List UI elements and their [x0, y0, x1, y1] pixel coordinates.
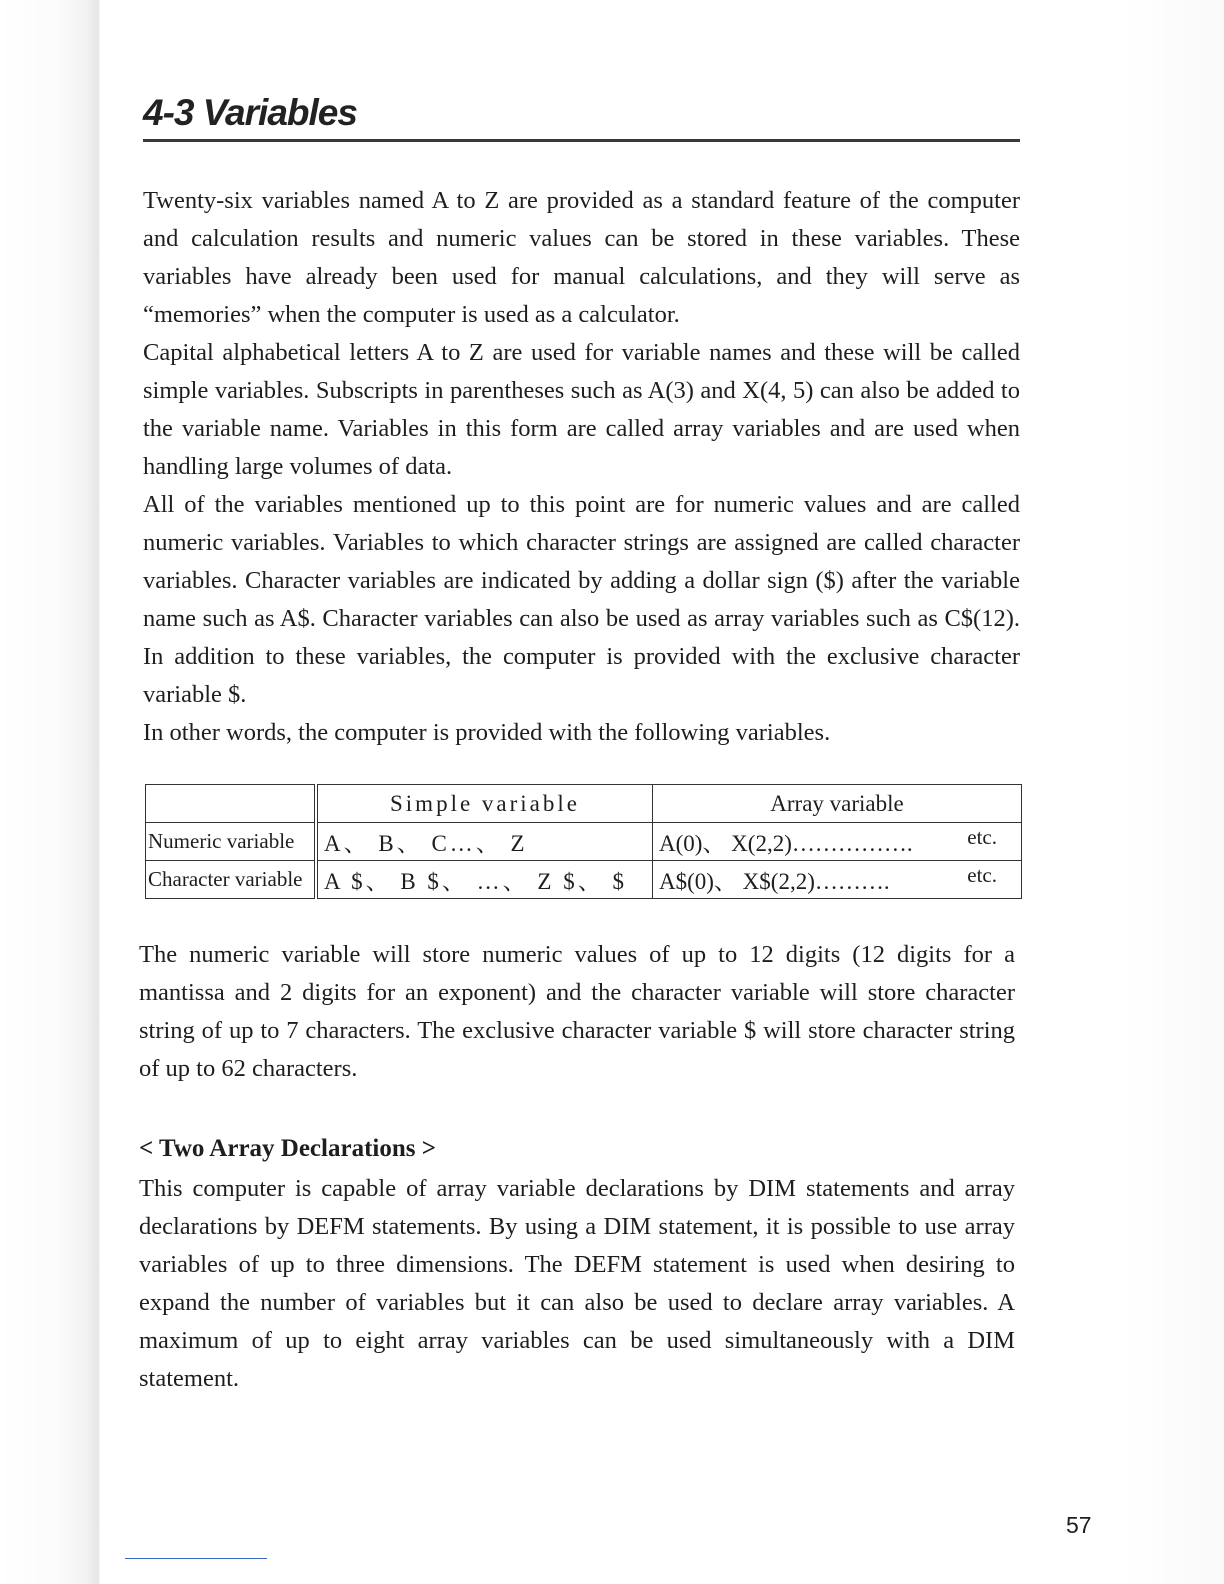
cell-numeric-array	[653, 823, 1022, 861]
paragraph-simple-array-variables: Capital alphabetical letters A to Z are used for variable names and these will be called simple variables. Subscripts in parentheses such as A(3) and X(4, 5) can also be added to the variable name. Variables in this form are called array variables and are used when handling large volumes of data.	[143, 339, 1020, 480]
subheading-array-declarations: < Two Array Declarations >	[139, 1135, 436, 1162]
heading-rule	[143, 139, 1020, 142]
table-row	[146, 823, 1022, 861]
cell-character-simple: A $、 B $、 …、 Z $、 $	[316, 861, 653, 899]
table-header-array: Array variable	[653, 785, 1022, 823]
paragraph-variables-intro: In other words, the computer is provided with the following variables.	[143, 719, 831, 746]
variables-table	[145, 784, 1022, 899]
page-number: 57	[1066, 1512, 1092, 1538]
cell-numeric-simple: A、 B、 C…、 Z	[316, 823, 653, 861]
table-header-row	[146, 785, 1022, 823]
cell-numeric-array-text: A(0)、 X(2,2)…………….	[659, 831, 913, 856]
cell-character-array	[653, 861, 1022, 899]
section-heading: 4-3 Variables	[143, 92, 357, 133]
paragraph-standard-variables: Twenty-six variables named A to Z are provided as a standard feature of the computer and calculation results and numeric values can be stored in these variables. These variables have already been used for manual calculations, and they will serve as “memories” when the computer is used as a calculator.	[143, 187, 1020, 328]
paragraph-storage-limits: The numeric variable will store numeric values of up to 12 digits (12 digits for a mantissa and 2 digits for an exponent) and the character variable will store character string of up to 7 characters. The exclusive character variable $ will store character string of up to 62 characters.	[139, 941, 1015, 1082]
table-header-simple: Simple variable	[316, 785, 653, 823]
cell-character-array-text: A$(0)、 X$(2,2)……….	[659, 869, 890, 894]
page-edge-shadow	[1124, 0, 1224, 1584]
binding-shadow	[0, 0, 100, 1584]
table-header-cell-empty	[146, 785, 317, 823]
cell-numeric-etc: etc.	[967, 825, 997, 849]
table-row	[146, 861, 1022, 899]
paragraph-declarations: This computer is capable of array variable declarations by DIM statements and array declarations by DEFM statements. By using a DIM statement, it is possible to use array variables of up to three dimensions. The DEFM statement is used when desiring to expand the number of variables but it can also be used to declare array variables. A maximum of up to eight array variables can be used simultaneously with a DIM statement.	[139, 1175, 1015, 1392]
footer-rule	[125, 1558, 267, 1559]
paragraph-character-variables: All of the variables mentioned up to this point are for numeric values and are called numeric variables. Variables to which character strings are assigned are called character variables. Character variables are indicated by adding a dollar sign ($) after the variable name such as A$. Character variables can also be used as array variables such as C$(12). In addition to these variables, the computer is provided with the exclusive character variable $.	[143, 491, 1020, 708]
row-label-character: Character variable	[146, 861, 317, 899]
cell-character-etc: etc.	[967, 863, 997, 887]
row-label-numeric: Numeric variable	[146, 823, 317, 861]
